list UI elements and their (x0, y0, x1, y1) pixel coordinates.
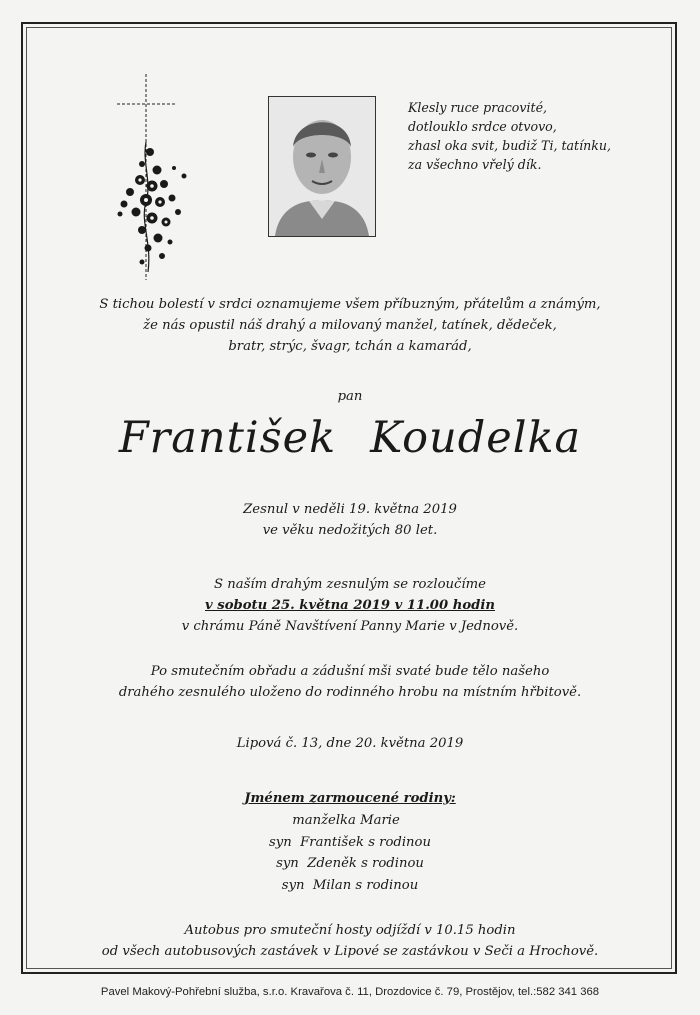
ceremony-line: S naším drahým zesnulým se rozloučíme (214, 577, 486, 592)
intro-line: S tichou bolestí v srdci oznamujeme všem příbuzným, přátelům a známým, (99, 297, 601, 312)
death-info (40, 499, 660, 541)
intro-line: bratr, strýc, švagr, tchán a kamarád, (228, 339, 472, 354)
family-member (40, 832, 660, 854)
family-member (40, 853, 660, 875)
death-line: Zesnul v neděli 19. května 2019 (243, 502, 457, 517)
bus-line: Autobus pro smuteční hosty odjíždí v 10.15 hodin (184, 923, 516, 938)
family-member-name: Zdeněk s rodinou (307, 856, 424, 871)
first-name: František (118, 413, 337, 463)
deceased-name (40, 408, 660, 468)
burial-info (40, 661, 660, 703)
cross-with-flowers-icon (112, 72, 212, 287)
poem-line: dotlouklo srdce otvovo, (408, 119, 557, 134)
footer: Pavel Makový-Pohřební služba, s.r.o. Kravařova č. 11, Drozdovice č. 79, Prostějov, tel.:582 341 368 (100, 986, 600, 998)
bus-line: od všech autobusových zastávek v Lipové se zastávkou v Seči a Hrochově. (101, 944, 599, 959)
portrait-photo (268, 96, 376, 237)
announcement-text (40, 294, 660, 357)
burial-line: drahého zesnulého uloženo do rodinného hrobu na místním hřbitově. (118, 685, 582, 700)
family-member (40, 875, 660, 897)
last-name: Koudelka (370, 413, 582, 463)
intro-line: že nás opustil náš drahý a milovaný manžel, tatínek, dědeček, (143, 318, 557, 333)
family-member-name: František s rodinou (300, 834, 431, 850)
family-member-name: manželka Marie (292, 813, 400, 828)
family-list (40, 810, 660, 896)
salutation: pan (337, 389, 363, 404)
poem-line: za všechno vřelý dík. (408, 157, 542, 172)
ceremony-place: v chrámu Páně Navštívení Panny Marie v Jednově. (181, 619, 519, 634)
family-member-relation: syn (281, 877, 305, 893)
place-date: Lipová č. 13, dne 20. května 2019 (236, 736, 464, 751)
bus-info (40, 920, 660, 962)
poem-line: Klesly ruce pracovité, (408, 100, 548, 115)
family-member-relation: syn (276, 856, 299, 871)
family-heading: Jménem zarmoucené rodiny: (244, 791, 456, 806)
poem (408, 98, 648, 174)
burial-line: Po smutečním obřadu a zádušní mši svaté bude tělo našeho (150, 664, 550, 679)
ceremony-date: v sobotu 25. května 2019 v 11.00 hodin (205, 598, 495, 613)
poem-line: zhasl oka svit, budiž Ti, tatínku, (408, 138, 611, 153)
death-line: ve věku nedožitých 80 let. (262, 523, 438, 538)
family-member-relation: syn (269, 834, 292, 850)
family-member-name: Milan s rodinou (312, 877, 419, 893)
family-member (40, 810, 660, 832)
ceremony-info (40, 574, 660, 637)
